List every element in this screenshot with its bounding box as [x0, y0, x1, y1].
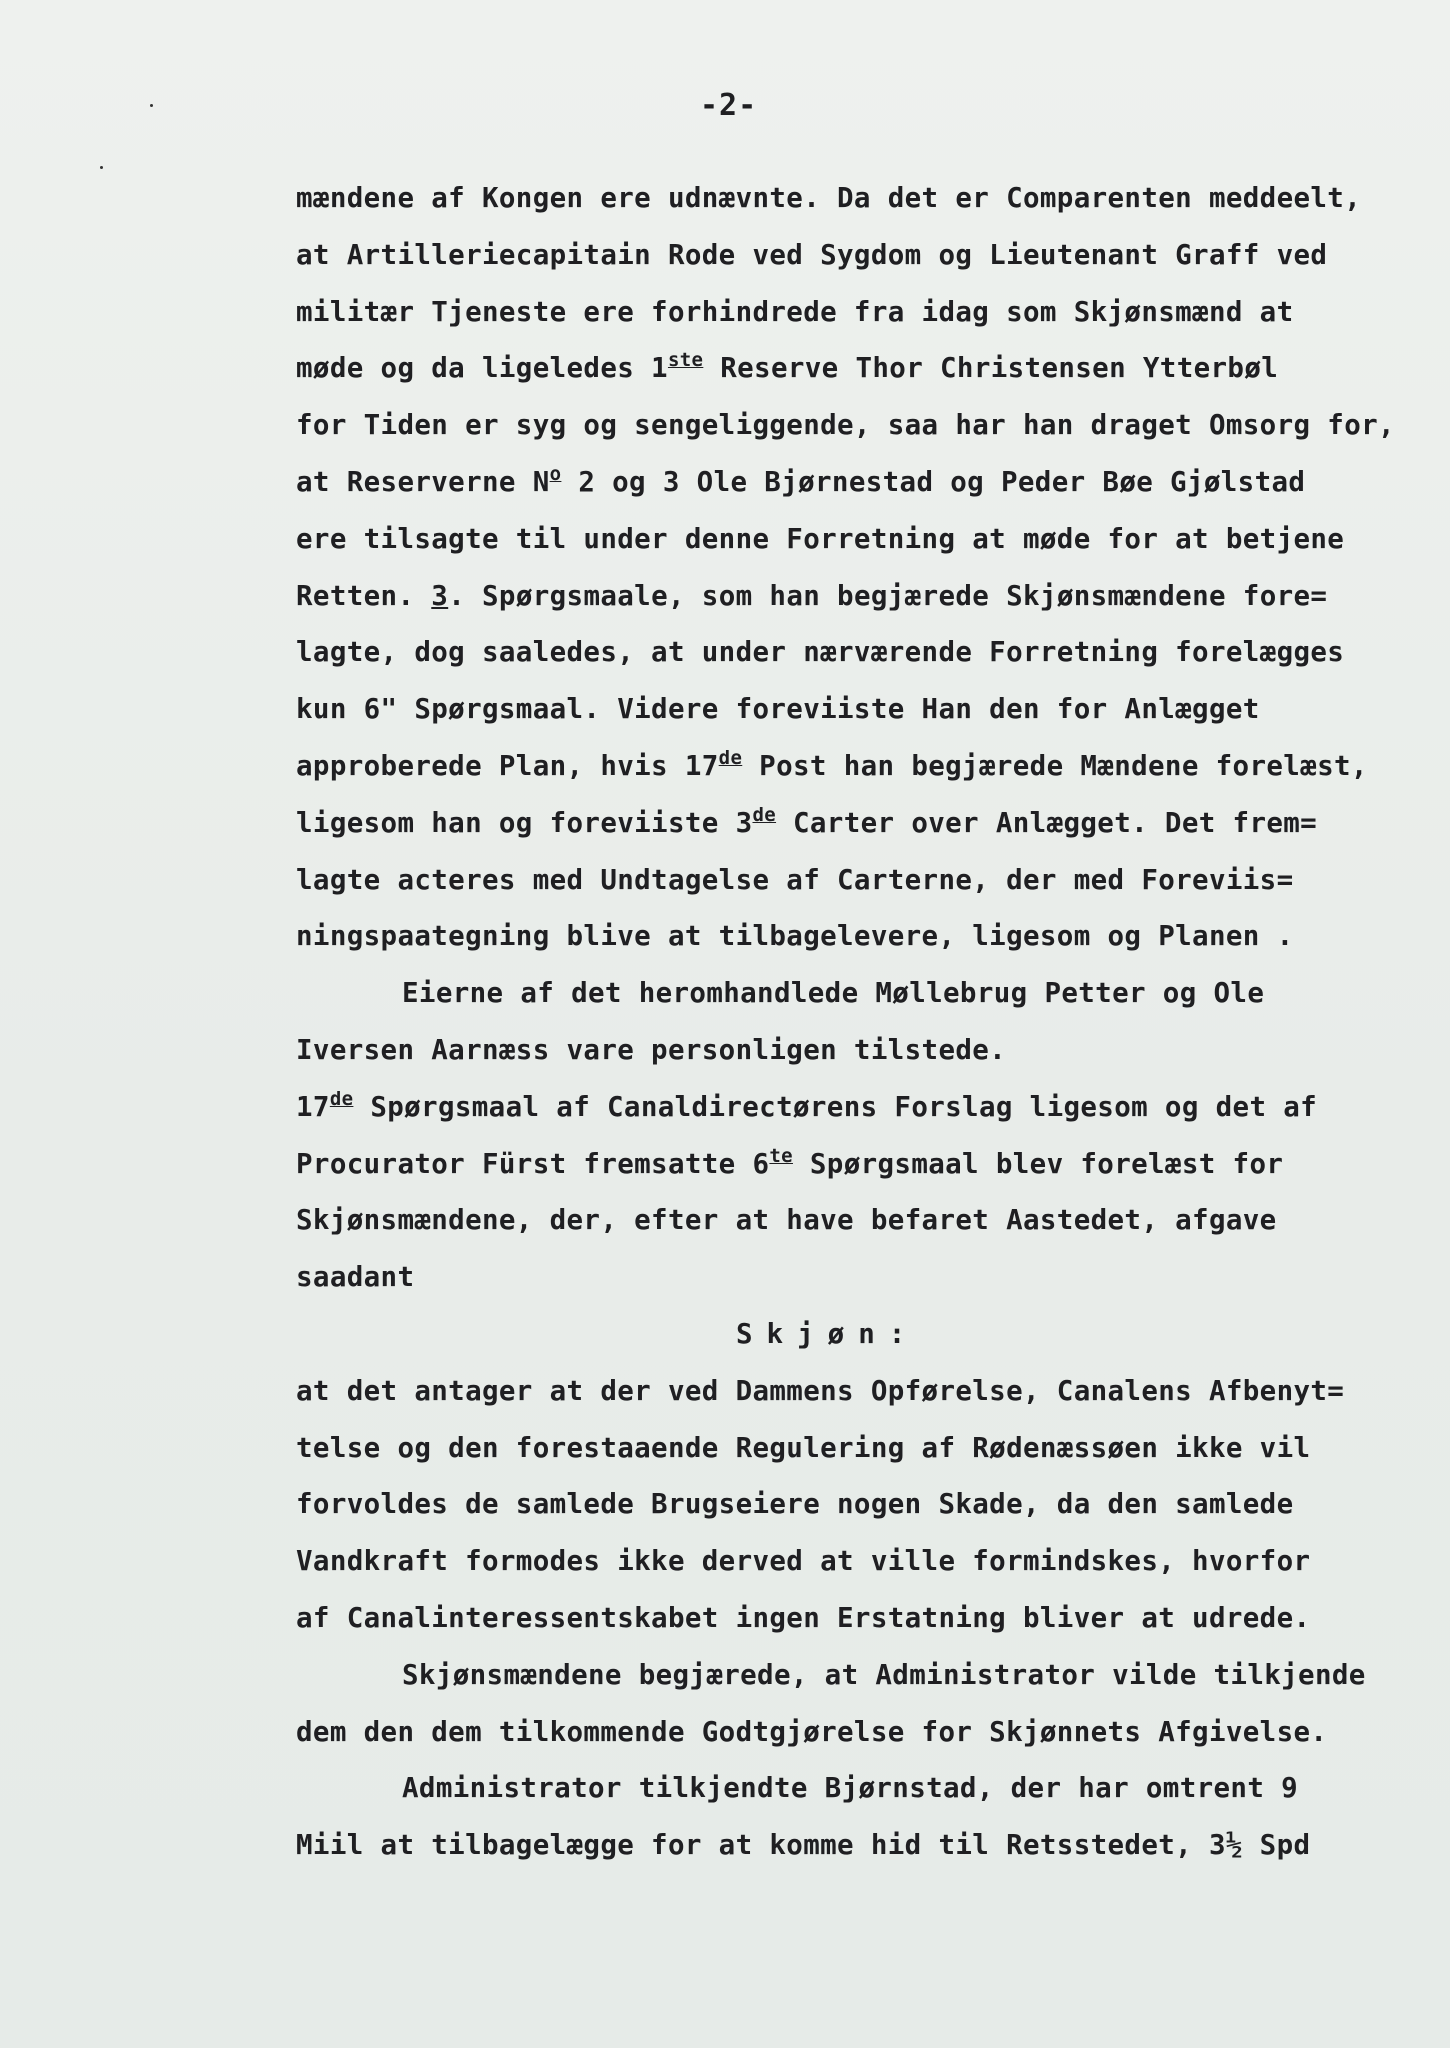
text-line: Iversen Aarnæss vare personligen tilstede.	[296, 1033, 1007, 1066]
text-line: Skjønsmændene begjærede, at Administrator vilde tilkjende	[402, 1658, 1366, 1691]
ordinal-superscript: de	[718, 746, 743, 769]
ordinal-superscript: te	[769, 1144, 793, 1167]
ink-speck	[150, 104, 153, 107]
text-line: Eierne af det heromhandlede Møllebrug Petter og Ole	[402, 977, 1265, 1010]
text-line: 17de Spørgsmaal af Canaldirectørens Forslag ligesom og det af	[296, 1087, 1318, 1123]
text-line: ligesom han og foreviiste 3de Carter over Anlægget. Det frem=	[296, 803, 1318, 839]
text-line: saadant	[296, 1261, 415, 1294]
text-line: af Canalinteressentskabet ingen Erstatning bliver at udrede.	[296, 1601, 1311, 1634]
text-line: for Tiden er syg og sengeliggende, saa har han draget Omsorg for,	[296, 409, 1395, 442]
text-line: telse og den forestaaende Regulering af Rødenæssøen ikke vil	[296, 1431, 1311, 1464]
text-line: at Artilleriecapitain Rode ved Sygdom og Lieutenant Graff ved	[296, 238, 1328, 271]
numero-superscript: o	[549, 462, 562, 485]
text-line: lagte acteres med Undtagelse af Carterne, der med Foreviis=	[296, 863, 1294, 896]
text-line: Procurator Fürst fremsatte $6^{te}$ Spørgsmaal blev forelæst for	[296, 1144, 1284, 1180]
text-line: Administrator tilkjendte Bjørnstad, der har omtrent 9	[402, 1772, 1299, 1805]
section-heading: Skjøn:	[736, 1317, 920, 1350]
document-body	[296, 170, 1426, 1874]
text-line: militær Tjeneste ere forhindrede fra idag som Skjønsmænd at	[296, 295, 1294, 328]
text-line: at det antager at der ved Dammens Opførelse, Canalens Afbenyt=	[296, 1374, 1345, 1407]
ink-speck	[100, 166, 103, 169]
text-line: ningspaategning blive at tilbagelevere, ligesom og Planen .	[296, 920, 1294, 953]
text-line: approberede Plan, hvis 17de Post han begjærede Mændene forelæst,	[296, 746, 1368, 782]
page-number: -2-	[700, 88, 758, 123]
text-line: Skjønsmændene, der, efter at have befaret Aastedet, afgave	[296, 1204, 1277, 1237]
ordinal-superscript: de	[752, 803, 777, 826]
ordinal-superscript: de	[329, 1087, 354, 1110]
text-line: Miil at tilbagelægge for at komme hid til Retsstedet, 3½ Spd	[296, 1829, 1311, 1862]
text-line: at Reserverne $N^o$ 2 og 3 Ole Bjørnestad og Peder Bøe Gjølstad	[296, 462, 1306, 498]
text-line: kun 6" Spørgsmaal. Videre foreviiste Han den for Anlægget	[296, 693, 1260, 726]
text-line: Retten. 3. Spørgsmaale, som han begjærede Skjønsmændene fore=	[296, 579, 1328, 612]
text-line: lagte, dog saaledes, at under nærværende Forretning forelægges	[296, 636, 1345, 669]
text-line: forvoldes de samlede Brugseiere nogen Skade, da den samlede	[296, 1488, 1294, 1521]
ordinal-superscript: ste	[667, 349, 704, 372]
text-line: møde og da ligeledes 1ste Reserve Thor Christensen Ytterbøl	[296, 349, 1279, 385]
text-line: Vandkraft formodes ikke derved at ville formindskes, hvorfor	[296, 1545, 1311, 1578]
section-number: 3	[431, 579, 449, 612]
text-line: mændene af Kongen ere udnævnte. Da det er Comparenten meddeelt,	[296, 182, 1362, 214]
text-line: ere tilsagte til under denne Forretning at møde for at betjene	[296, 522, 1345, 555]
text-line: dem den dem tilkommende Godtgjørelse for Skjønnets Afgivelse.	[296, 1715, 1328, 1748]
